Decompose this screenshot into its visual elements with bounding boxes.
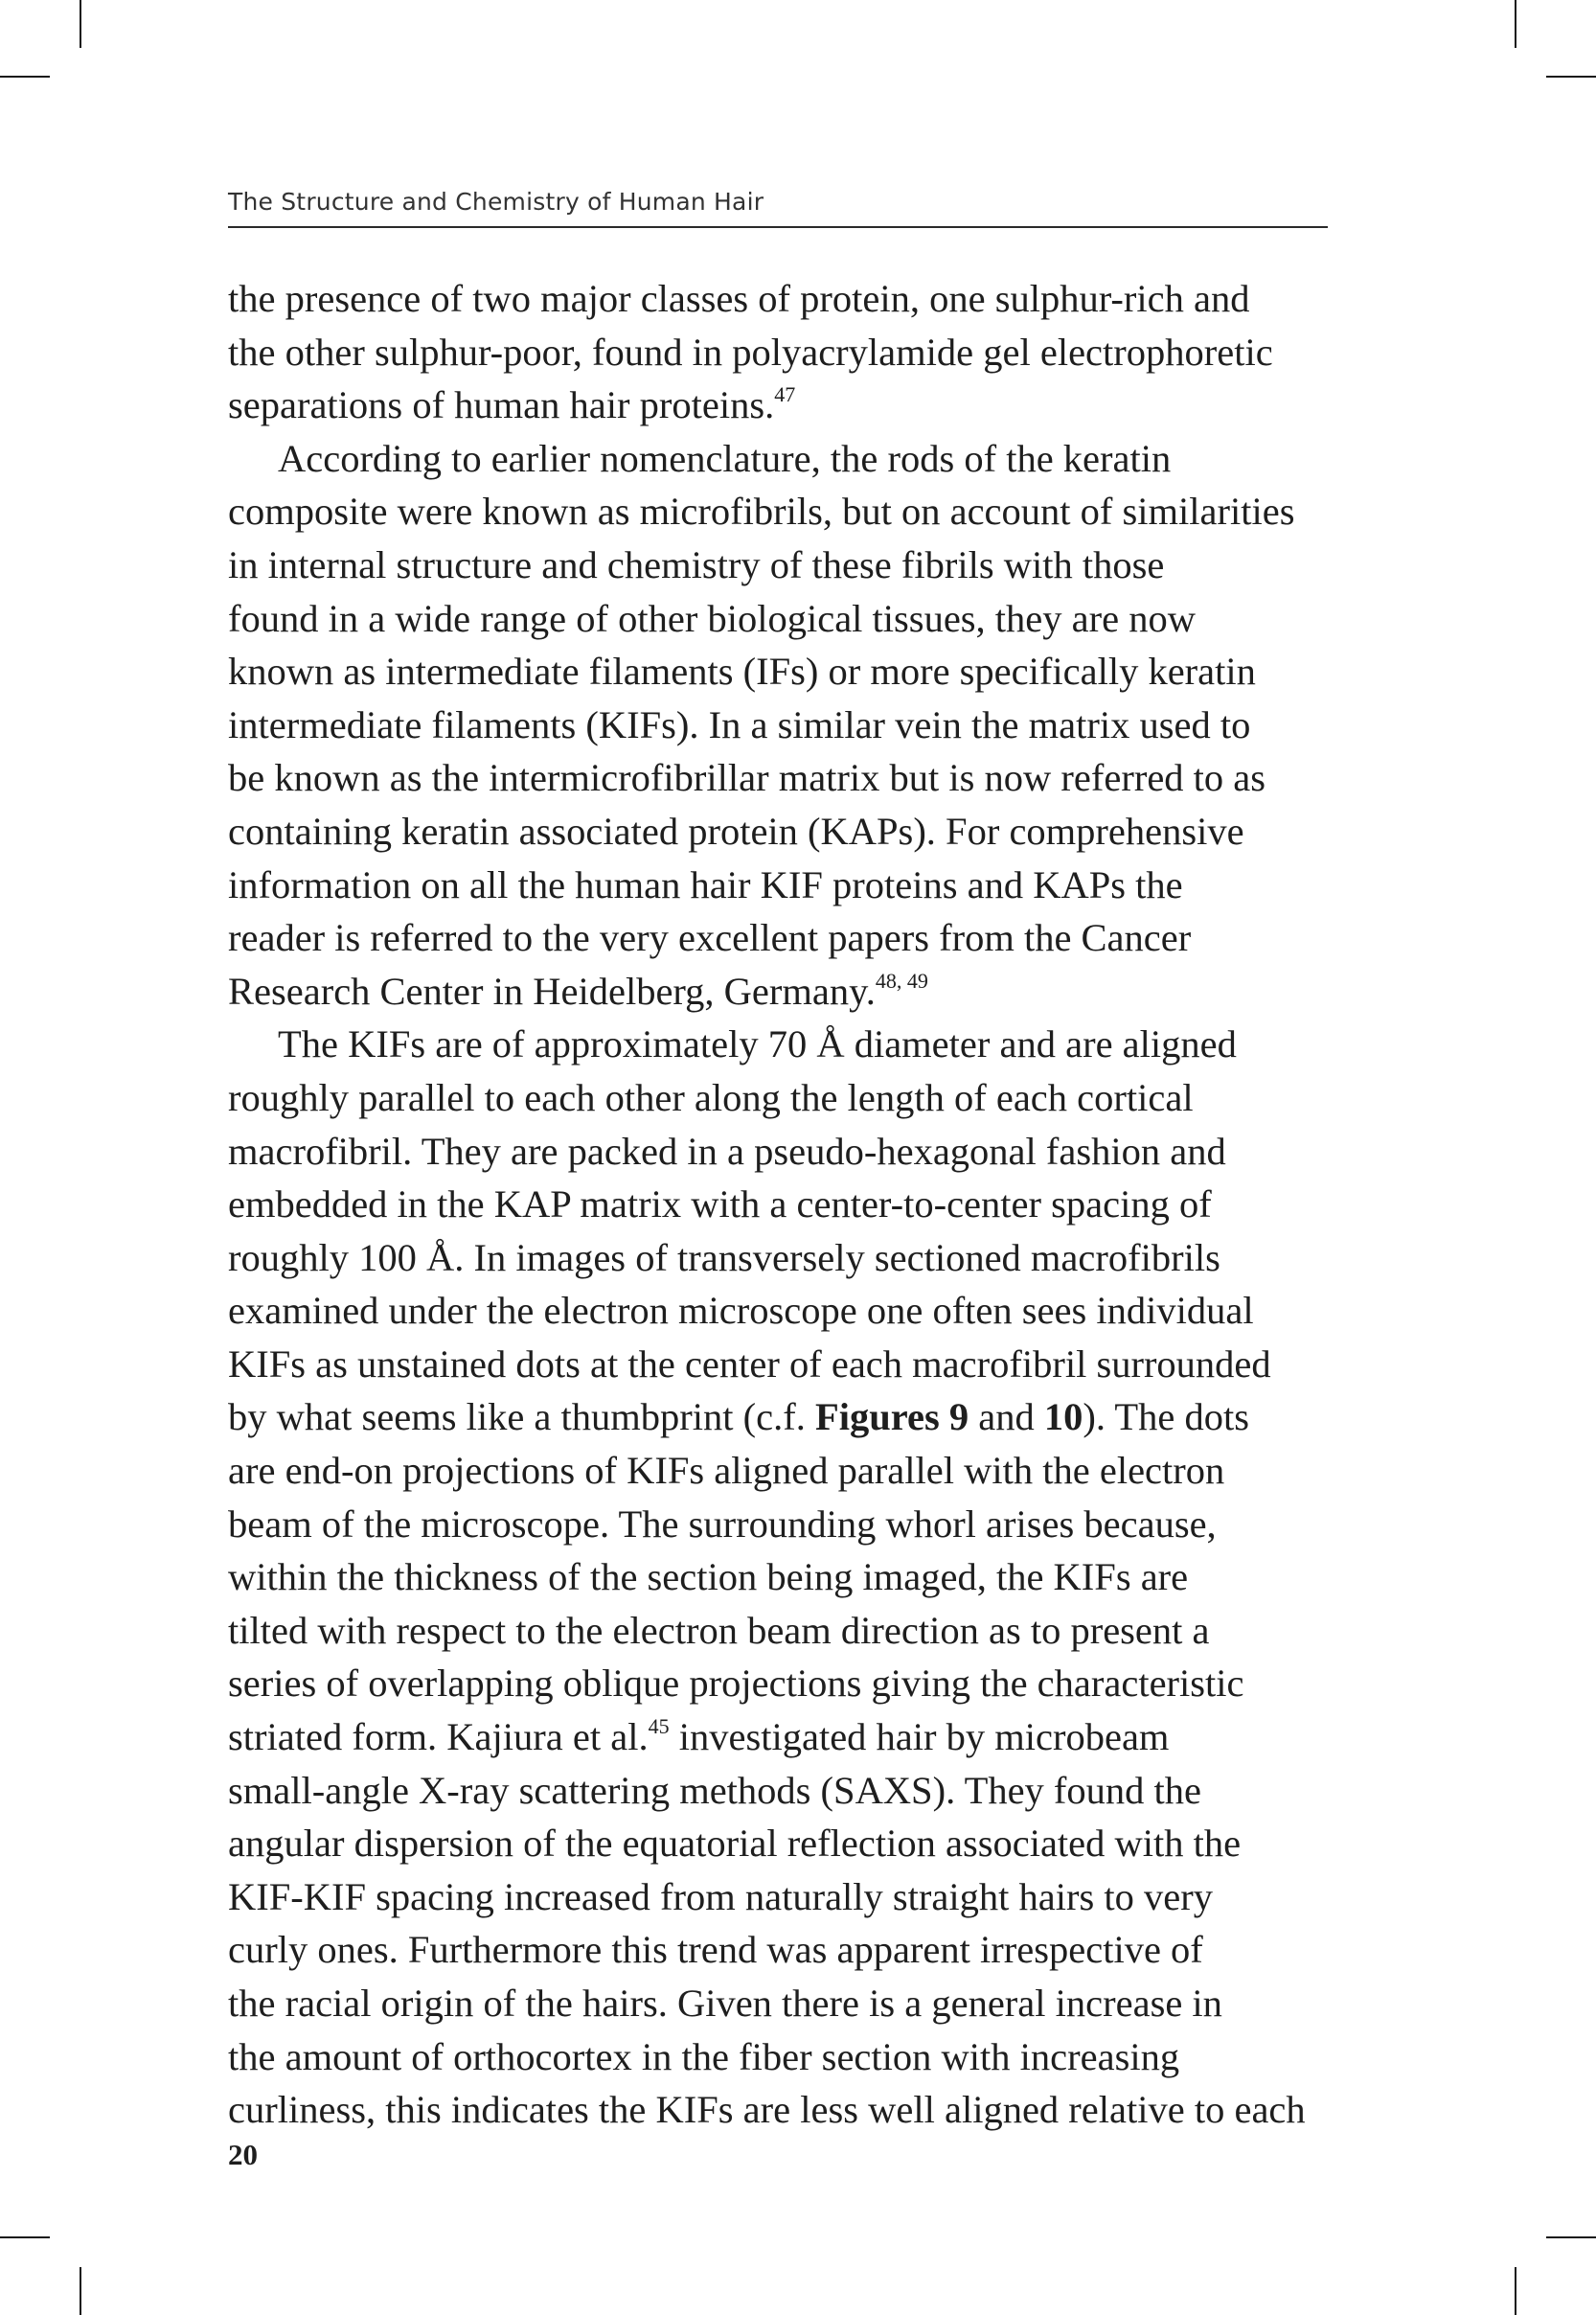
text-run: series of overlapping oblique projections giving the characteristic: [228, 1662, 1244, 1706]
text-run: investigated hair by microbeam: [669, 1715, 1170, 1759]
crop-mark-bottom-left-vertical: [80, 2267, 81, 2315]
text-run: tilted with respect to the electron beam direction as to present a: [228, 1608, 1210, 1652]
text-run: curly ones. Furthermore this trend was apparent irrespective of: [228, 1928, 1203, 1972]
text-line: [228, 1444, 1328, 1498]
text-run: examined under the electron microscope one often sees individual: [228, 1289, 1254, 1333]
text-run: information on all the human hair KIF proteins and KAPs the: [228, 862, 1183, 906]
text-run: found in a wide range of other biological tissues, they are now: [228, 596, 1196, 640]
text-line: [228, 2083, 1328, 2137]
citation-superscript: 47: [774, 382, 796, 407]
text-line: [228, 1923, 1328, 1977]
text-run: ). The dots: [1083, 1395, 1249, 1439]
text-run: containing keratin associated protein (KAPs). For comprehensive: [228, 809, 1244, 853]
text-line: [228, 1284, 1328, 1338]
figure-reference: Figures 9: [814, 1395, 969, 1439]
text-run: composite were known as microfibrils, but on account of similarities: [228, 490, 1295, 534]
text-line: [228, 1071, 1328, 1125]
text-line: [228, 1498, 1328, 1551]
crop-mark-top-right-horizontal: [1546, 76, 1596, 78]
text-line: [228, 592, 1328, 646]
text-line: [228, 378, 1328, 432]
text-line: [228, 1604, 1328, 1658]
text-line: [228, 485, 1328, 539]
crop-mark-bottom-right-vertical: [1515, 2267, 1516, 2315]
text-line: [228, 1764, 1328, 1818]
text-run: the other sulphur-poor, found in polyacrylamide gel electrophoretic: [228, 330, 1273, 374]
text-run: known as intermediate filaments (IFs) or more specifically keratin: [228, 650, 1256, 694]
text-run: by what seems like a thumbprint (c.f.: [228, 1395, 815, 1439]
paragraph-first-line: [228, 432, 1328, 486]
text-run: According to earlier nomenclature, the rods of the keratin: [278, 436, 1172, 480]
text-run: and: [969, 1395, 1044, 1439]
text-run: macrofibril. They are packed in a pseudo-hexagonal fashion and: [228, 1129, 1226, 1173]
text-run: striated form. Kajiura et al.: [228, 1715, 649, 1759]
text-run: embedded in the KAP matrix with a center-to-center spacing of: [228, 1182, 1212, 1226]
text-line: [228, 1178, 1328, 1231]
text-run: are end-on projections of KIFs aligned parallel with the electron: [228, 1449, 1225, 1493]
text-line: [228, 539, 1328, 592]
text-line: [228, 1338, 1328, 1391]
text-run: in internal structure and chemistry of these fibrils with those: [228, 542, 1165, 586]
text-run: KIF-KIF spacing increased from naturally straight hairs to very: [228, 1874, 1213, 1918]
text-line: [228, 805, 1328, 859]
text-line: [228, 1390, 1328, 1444]
crop-mark-top-left-horizontal: [0, 76, 50, 78]
crop-mark-bottom-right-horizontal: [1546, 2236, 1596, 2238]
text-run: the amount of orthocortex in the fiber section with increasing: [228, 2034, 1180, 2078]
text-run: separations of human hair proteins.: [228, 383, 775, 427]
text-line: [228, 1977, 1328, 2030]
text-run: intermediate filaments (KIFs). In a similar vein the matrix used to: [228, 702, 1251, 746]
text-run: beam of the microscope. The surrounding whorl arises because,: [228, 1501, 1217, 1546]
body-text: [228, 272, 1328, 2137]
citation-superscript: 48, 49: [875, 968, 928, 993]
crop-mark-top-left-vertical: [80, 0, 81, 48]
page-number: 20: [228, 2138, 258, 2171]
text-line: [228, 326, 1328, 379]
text-run: The KIFs are of approximately 70 Å diameter and are aligned: [278, 1022, 1237, 1066]
text-run: Research Center in Heidelberg, Germany.: [228, 969, 876, 1013]
text-run: curliness, this indicates the KIFs are less well aligned relative to each: [228, 2088, 1306, 2132]
text-run: be known as the intermicrofibrillar matrix but is now referred to as: [228, 756, 1266, 800]
figure-reference: 10: [1043, 1395, 1083, 1439]
text-run: KIFs as unstained dots at the center of each macrofibril surrounded: [228, 1341, 1271, 1386]
text-line: [228, 1817, 1328, 1870]
text-line: [228, 1125, 1328, 1179]
text-run: roughly 100 Å. In images of transversely sectioned macrofibrils: [228, 1235, 1220, 1279]
text-line: [228, 1870, 1328, 1924]
text-line: [228, 645, 1328, 699]
text-line: [228, 751, 1328, 805]
crop-mark-top-right-vertical: [1515, 0, 1516, 48]
text-line: [228, 272, 1328, 326]
text-line: [228, 2030, 1328, 2084]
text-run: roughly parallel to each other along the length of each cortical: [228, 1075, 1194, 1119]
text-line: [228, 699, 1328, 752]
text-run: small-angle X-ray scattering methods (SAXS). They found the: [228, 1768, 1202, 1812]
text-run: within the thickness of the section being imaged, the KIFs are: [228, 1555, 1189, 1599]
text-run: reader is referred to the very excellent papers from the Cancer: [228, 916, 1192, 960]
text-line: [228, 1231, 1328, 1285]
text-line: [228, 859, 1328, 912]
text-run: angular dispersion of the equatorial reflection associated with the: [228, 1822, 1242, 1866]
text-line: [228, 1550, 1328, 1604]
header-rule: [228, 226, 1328, 228]
crop-mark-bottom-left-horizontal: [0, 2236, 50, 2238]
text-line: [228, 1710, 1328, 1764]
paragraph-first-line: [228, 1018, 1328, 1071]
text-run: the racial origin of the hairs. Given there is a general increase in: [228, 1982, 1222, 2025]
text-line: [228, 911, 1328, 965]
text-run: the presence of two major classes of protein, one sulphur-rich and: [228, 277, 1250, 320]
text-line: [228, 965, 1328, 1019]
running-head: The Structure and Chemistry of Human Hair: [228, 188, 764, 216]
citation-superscript: 45: [648, 1714, 670, 1739]
text-line: [228, 1657, 1328, 1710]
